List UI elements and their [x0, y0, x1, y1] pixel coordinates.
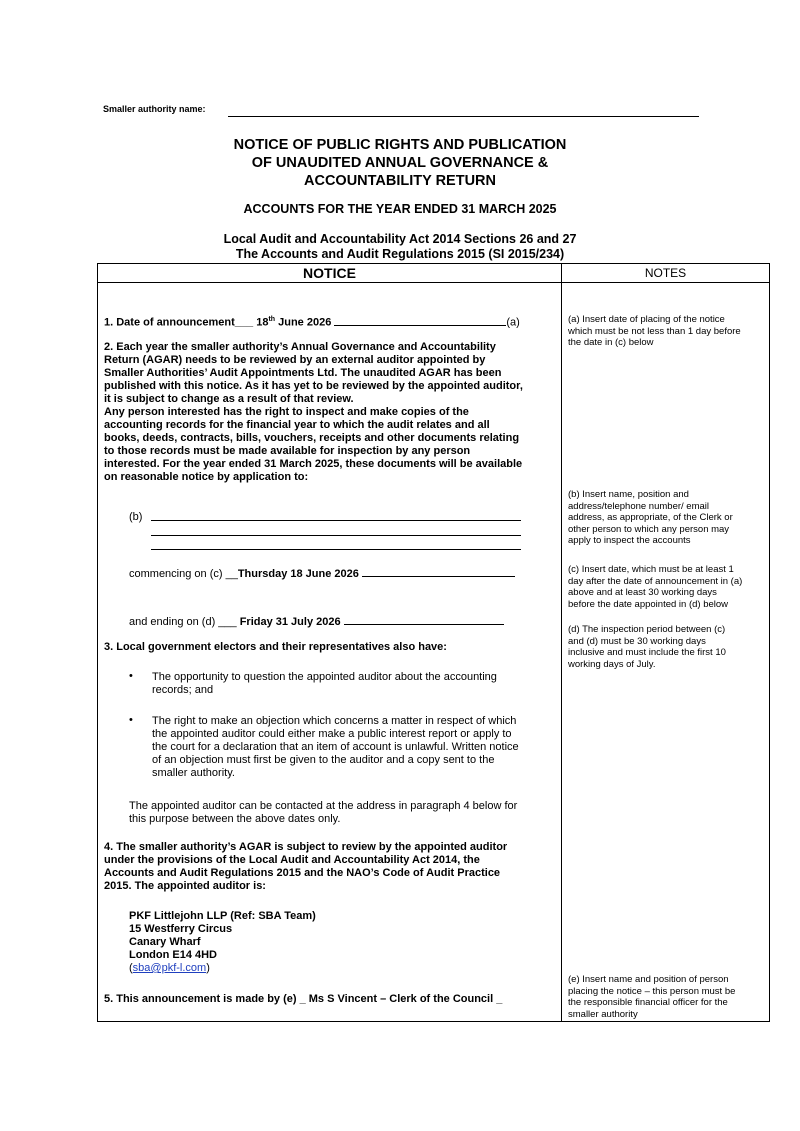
auditor-email-line	[129, 962, 553, 975]
title-line: NOTICE OF PUBLIC RIGHTS AND PUBLICATION	[233, 137, 567, 153]
address-line: PKF Littlejohn LLP (Ref: SBA Team)	[129, 910, 316, 922]
column-divider	[561, 263, 562, 1022]
contact-blank-line	[151, 549, 521, 550]
text-line: apply to inspect the accounts	[568, 535, 691, 546]
text-line: 2. Each year the smaller authority’s Annual Governance and Accountability	[104, 341, 496, 353]
commencing-date: Thursday 18 June 2026	[237, 568, 359, 580]
text-line: Smaller Authorities’ Audit Appointments Ltd. The unaudited AGAR has been	[104, 367, 502, 379]
text-line: of an objection must first be given to the auditor and a copy sent to the	[152, 754, 495, 766]
text-line: 4. The smaller authority’s AGAR is subject to review by the appointed auditor	[104, 841, 508, 853]
date-ordinal: th	[268, 316, 276, 323]
contact-blank-line	[151, 520, 521, 521]
ending-blank-line	[344, 614, 504, 625]
contact-blank-line	[151, 535, 521, 536]
text-line: which must be not less than 1 day before	[568, 325, 741, 337]
text-line: to those records must be made available for inspection by any person	[104, 445, 471, 457]
text-line: smaller authority.	[152, 767, 235, 779]
text-line: address, as appropriate, of the Clerk or	[568, 512, 733, 523]
text-line: The right to make an objection which concerns a matter in respect of which	[152, 715, 517, 727]
electors-rights-heading: 3. Local government electors and their representatives also have:	[104, 641, 447, 653]
bullet-point: •	[129, 714, 133, 726]
text-line: books, deeds, contracts, bills, vouchers, receipts and other documents relating	[104, 432, 520, 444]
text-line: The appointed auditor can be contacted at the address in paragraph 4 below for	[129, 800, 518, 812]
review-paragraph	[104, 341, 553, 484]
text-line: Accounts and Audit Regulations 2015 and the NAO’s Code of Audit Practice	[104, 867, 501, 879]
note-e	[568, 974, 764, 1020]
auditor-contact-paragraph	[129, 800, 553, 826]
text-line: the date in (c) below	[568, 337, 654, 348]
text-line: on reasonable notice by application to:	[104, 471, 309, 483]
commencing-label: commencing on (c) __	[129, 568, 238, 580]
text-line: (d) The inspection period between (c)	[568, 624, 726, 635]
paren-open: (	[129, 962, 133, 974]
appointed-auditor-paragraph	[104, 841, 553, 893]
address-line: 15 Westferry Circus	[129, 923, 233, 935]
text-line: Return (AGAR) needs to be reviewed by an external auditor appointed by	[104, 354, 486, 366]
text-line: The opportunity to question the appointed auditor about the accounting	[152, 671, 497, 683]
title-line: OF UNAUDITED ANNUAL GOVERNANCE &	[251, 155, 549, 171]
text-line: under the provisions of the Local Audit and Accountability Act 2014, the	[104, 854, 480, 866]
authority-name-label: Smaller authority name:	[103, 104, 206, 114]
announcement-made-by: 5. This announcement is made by (e) _ Ms S Vincent – Clerk of the Council _	[104, 993, 503, 1005]
text-line: placing the notice – this person must be	[568, 985, 736, 997]
text-line: other person to which any person may	[568, 523, 730, 535]
text-line: (e) Insert name and position of person	[568, 974, 729, 985]
text-line: day after the date of announcement in (a)	[568, 575, 743, 587]
header-divider	[97, 282, 770, 283]
bullet-objection-right	[152, 715, 553, 780]
notice-column-header: NOTICE	[303, 265, 356, 281]
note-a	[568, 314, 764, 349]
bullet-point: •	[129, 670, 133, 682]
text-line: Any person interested has the right to inspect and make copies of the	[104, 406, 469, 418]
note-d	[568, 624, 764, 670]
ending-date-line	[129, 614, 553, 629]
notes-column-header: NOTES	[644, 266, 687, 280]
text-line: the court for a declaration that an item of account is unlawful. Written notice	[152, 741, 519, 753]
marker-a: (a)	[506, 316, 520, 329]
note-c	[568, 564, 764, 610]
note-b	[568, 489, 764, 547]
legislation-reference	[100, 232, 700, 262]
commencing-blank-line	[362, 566, 515, 577]
bullet-question-auditor	[152, 671, 553, 697]
address-line: Canary Wharf	[129, 936, 201, 948]
paren-close: )	[206, 962, 210, 974]
text-line: above and at least 30 working days	[568, 587, 717, 598]
act-line: Local Audit and Accountability Act 2014 Sections 26 and 27	[223, 232, 577, 246]
text-line: smaller authority	[568, 1008, 638, 1020]
text-line: (a) Insert date of placing of the notice	[568, 314, 725, 325]
text-line: address/telephone number/ email	[568, 500, 710, 512]
announcement-date-rest: June 2026	[275, 316, 335, 329]
text-line: 2015. The appointed auditor is:	[104, 880, 266, 892]
authority-name-field-line	[228, 116, 699, 117]
text-line: it is subject to change as a result of that review.	[104, 393, 354, 405]
act-line: The Accounts and Audit Regulations 2015 (SI 2015/234)	[235, 247, 565, 261]
document-subtitle: ACCOUNTS FOR THE YEAR ENDED 31 MARCH 2025	[243, 202, 557, 216]
announcement-date-paragraph	[104, 313, 553, 330]
text-line: the responsible financial officer for the	[568, 997, 728, 1008]
ending-date: Friday 31 July 2026	[239, 616, 341, 628]
text-line: interested. For the year ended 31 March 2025, these documents will be available	[104, 458, 523, 470]
commencing-date-line	[129, 566, 553, 581]
ending-label: and ending on (d) ___	[129, 616, 240, 628]
text-line: working days of July.	[568, 658, 656, 670]
text-line: the appointed auditor could either make a public interest report or apply to	[152, 728, 512, 740]
text-line: (c) Insert date, which must be at least 1	[568, 564, 734, 575]
text-line: this purpose between the above dates only.	[129, 813, 341, 825]
document-title	[100, 136, 700, 190]
auditor-email-link[interactable]: sba@pkf-l.com	[132, 962, 207, 974]
announcement-date-prefix: 1. Date of announcement___ 18	[104, 316, 269, 329]
title-line: ACCOUNTABILITY RETURN	[304, 173, 496, 189]
address-line: London E14 4HD	[129, 949, 218, 961]
text-line: inclusive and must include the first 10	[568, 647, 726, 658]
marker-b: (b)	[129, 511, 143, 523]
auditor-address	[129, 910, 553, 975]
date-blank-line	[334, 315, 506, 326]
text-line: before the date appointed in (d) below	[568, 598, 729, 610]
text-line: published with this notice. As it has yet to be reviewed by the appointed auditor,	[104, 380, 523, 392]
text-line: accounting records for the financial year to which the audit relates and all	[104, 419, 490, 431]
text-line: and (d) must be 30 working days	[568, 635, 706, 647]
text-line: records; and	[152, 684, 214, 696]
text-line: (b) Insert name, position and	[568, 489, 689, 500]
